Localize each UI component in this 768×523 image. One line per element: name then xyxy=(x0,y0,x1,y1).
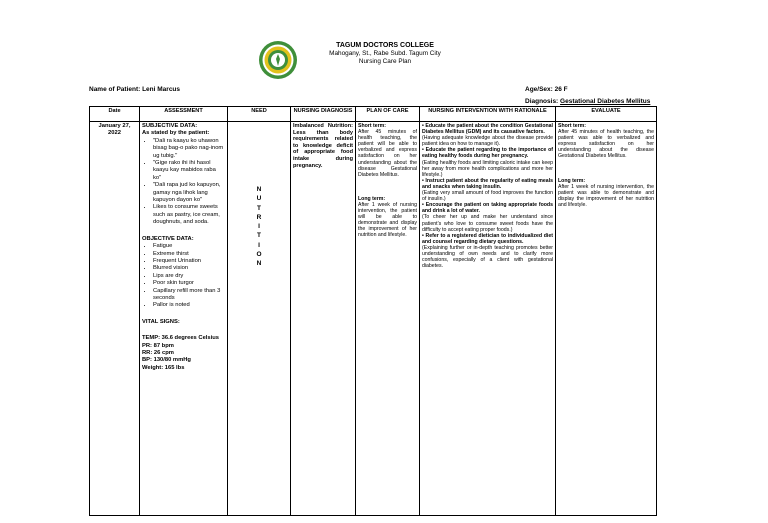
plan-short-text: After 45 minutes of health teaching, the patient will be able to verbalized and express satisfaction on her understanding about the disease Gestational Diabetes Mellitus. xyxy=(358,129,417,178)
evaluate-short-text: After 45 minutes of health teaching, the patient was able to verbalized and express satisfaction on her understanding about the disease Gestational Diabetes Mellitus. xyxy=(558,129,654,160)
table-header-row xyxy=(90,107,657,122)
date-cell: January 27, 2022 xyxy=(90,122,140,516)
evaluate-long-text: After 1 week of nursing intervention, the patient was able to demonstrate and display the improvement of her nutrition and lifestyle. xyxy=(558,183,654,208)
list-item: • Extreme thirst xyxy=(153,251,225,258)
column-header-nursing-diagnosis: NURSING DIAGNOSIS xyxy=(291,107,356,122)
diagnosis-value: Gestational Diabetes Mellitus xyxy=(560,98,651,105)
nursing-diagnosis-cell: Imbalanced Nutrition: Less than body requirements related to knowledge deficit of appropriate food intake during pregnancy. xyxy=(291,122,356,516)
need-letter: U xyxy=(256,195,262,203)
column-header-assessment: ASSESSMENT xyxy=(140,107,228,122)
vital-rr: RR: 26 cpm xyxy=(142,349,174,356)
bullet-icon: • xyxy=(422,123,426,129)
list-item: • Fatigue xyxy=(153,243,225,250)
need-letter: N xyxy=(256,260,262,268)
evaluate-short-title: Short term: xyxy=(558,123,586,129)
table-row xyxy=(90,122,657,516)
patient-name: Name of Patient: Leni Marcus xyxy=(89,86,181,93)
plan-long-title: Long term: xyxy=(358,195,386,202)
intervention-lead: Refer to a registered dietician to individualized diet and counsel regarding dietary questions. xyxy=(422,232,553,245)
intervention-item xyxy=(422,123,553,147)
list-item: • Capillary refill more than 3 seconds xyxy=(153,288,225,303)
evaluate-long-title: Long term: xyxy=(558,177,586,184)
bullet-icon: • xyxy=(422,232,426,239)
list-item: • Blurred vision xyxy=(153,265,225,272)
intervention-rationale: (Eating healthy foods and limiting caloric intake can keep her away from more health complications and more her lifestyle.) xyxy=(422,159,553,178)
intervention-item xyxy=(422,147,553,177)
objective-list xyxy=(142,243,225,310)
need-letter: I xyxy=(258,223,260,231)
list-item: • "Dali ra kaayu ko uhawon bisag bag-o pako nag-inom ug tubig." xyxy=(153,138,225,160)
column-header-need: NEED xyxy=(228,107,291,122)
evaluate-cell xyxy=(556,122,657,516)
intervention-lead: Encourage the patient on taking appropriate foods and drink a lot of water. xyxy=(422,202,553,215)
plan-short-title: Short term: xyxy=(358,123,386,129)
intervention-lead: Instruct patient about the regularity of eating meals and snacks when taking insulin. xyxy=(422,177,553,190)
intervention-cell xyxy=(420,122,556,516)
subjective-list xyxy=(142,138,225,227)
need-letter: T xyxy=(257,204,261,212)
vital-temp: TEMP: 36.6 degrees Celsius xyxy=(142,335,220,342)
need-cell xyxy=(228,122,291,516)
plan-of-care-cell xyxy=(356,122,420,516)
subjective-intro: As stated by the patient: xyxy=(142,130,210,137)
list-item: • Likes to consume sweets such as pastry, ice cream, doughnuts, and soda. xyxy=(153,204,225,226)
need-letter: I xyxy=(258,241,260,249)
need-letter: T xyxy=(257,232,261,240)
diagnosis-label: Diagnosis: xyxy=(525,98,561,105)
list-item: • Pallor is noted xyxy=(153,302,225,309)
school-name: TAGUM DOCTORS COLLEGE xyxy=(336,42,434,49)
need-letter: O xyxy=(256,251,262,259)
vital-weight: Weight: 165 lbs xyxy=(142,364,185,371)
objective-title: OBJECTIVE DATA: xyxy=(142,235,194,242)
patient-age-sex: Age/Sex: 26 F xyxy=(525,86,568,93)
bullet-icon: • xyxy=(422,202,426,209)
column-header-intervention: NURSING INTERVENTION WITH RATIONALE xyxy=(420,107,556,122)
college-seal-logo xyxy=(258,40,298,80)
intervention-rationale: (Having adequate knowledge about the disease provide patient idea on how to manage it). xyxy=(422,135,553,148)
school-address: Mahogany, St., Rabe Subd. Tagum City xyxy=(329,50,441,57)
intervention-rationale: (Eating very small amount of food improves the function of insulin.) xyxy=(422,190,553,203)
plan-long-text: After 1 week of nursing intervention, the patient will be able to demonstrate and display the improvement of her nutrition and lifestyle. xyxy=(358,201,417,239)
care-plan-table xyxy=(89,106,657,516)
bullet-icon: • xyxy=(422,177,426,184)
assessment-cell xyxy=(140,122,228,516)
list-item: • Frequent Urination xyxy=(153,258,225,265)
list-item: • Poor skin turgor xyxy=(153,280,225,287)
list-item: • "Gige rako ihi ihi hasol kaayu kay mabidos raba ko" xyxy=(153,160,225,182)
need-letter: R xyxy=(256,213,262,221)
subjective-title: SUBJECTIVE DATA: xyxy=(142,123,198,129)
need-letters xyxy=(230,185,288,269)
list-item: • "Dali rapa jud ko kapuyon, gamay nga lihok lang kapuyon dayon ko" xyxy=(153,182,225,204)
column-header-evaluate: EVALUATE xyxy=(556,107,657,122)
intervention-item xyxy=(422,202,553,232)
column-header-date: Date xyxy=(90,107,140,122)
intervention-lead: Educate the patient regarding to the importance of eating healthy foods during her pregnancy. xyxy=(422,147,554,160)
column-header-plan-of-care: PLAN OF CARE xyxy=(356,107,420,122)
vital-bp: BP: 130/80 mmHg xyxy=(142,357,191,364)
document-header xyxy=(300,42,470,66)
form-title: Nursing Care Plan xyxy=(358,58,412,65)
intervention-item xyxy=(422,233,553,270)
intervention-rationale: (To cheer her up and make her understand since patient's who love to consume sweet foods have the difficulty to accept eating proper foods.) xyxy=(422,214,553,233)
vital-signs-title: VITAL SIGNS: xyxy=(142,318,180,325)
bullet-icon: • xyxy=(422,147,426,154)
intervention-item xyxy=(422,178,553,202)
need-letter: N xyxy=(256,186,262,193)
list-item: • Lips are dry xyxy=(153,273,225,280)
intervention-rationale: (Explaining further or in-depth teaching promotes better understanding of own needs and to clarify more confusions, especially of a client with gestational diabetes. xyxy=(422,244,553,270)
vital-pr: PR: 87 bpm xyxy=(142,342,174,349)
intervention-lead: Educate the patient about the condition Gestational Diabetes Mellitus (GDM) and its causative factors. xyxy=(422,123,553,136)
patient-diagnosis xyxy=(525,98,650,105)
